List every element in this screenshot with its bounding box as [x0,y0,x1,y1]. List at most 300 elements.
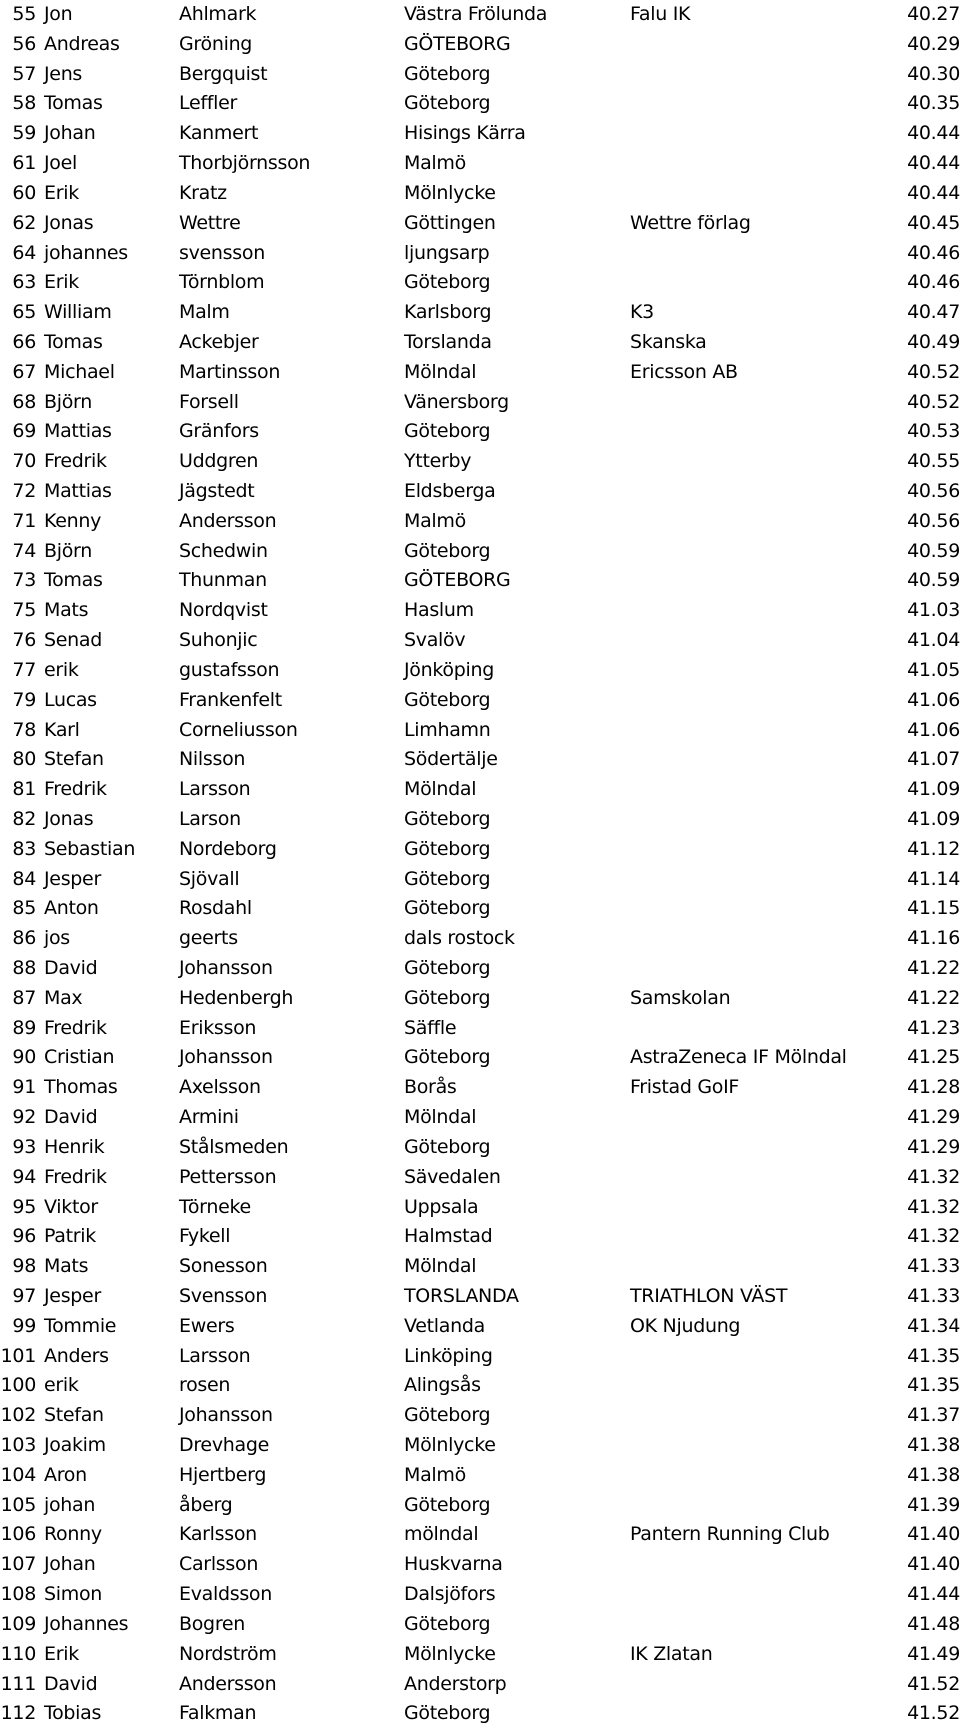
club-cell: Pantern Running Club [630,1523,830,1546]
city-cell: Alingsås [404,1374,481,1397]
city-cell: Jönköping [404,658,494,681]
city-cell: Göteborg [404,688,491,711]
time-cell: 41.05 [907,658,960,681]
city-cell: Göteborg [404,92,491,115]
first-name-cell: johannes [44,241,128,264]
last-name-cell: Johansson [179,1404,273,1427]
place-cell: 57 [12,62,36,85]
last-name-cell: rosen [179,1374,231,1397]
first-name-cell: Max [44,986,83,1009]
first-name-cell: Simon [44,1583,103,1606]
result-row [0,477,960,507]
club-cell: Falu IK [630,3,691,25]
result-row [0,447,960,477]
time-cell: 40.47 [907,301,960,324]
first-name-cell: Stefan [44,1404,104,1427]
last-name-cell: åberg [179,1493,233,1516]
city-cell: Linköping [404,1344,493,1367]
result-row [0,1670,960,1700]
time-cell: 41.14 [907,867,960,890]
time-cell: 41.06 [907,718,960,741]
last-name-cell: Pettersson [179,1165,277,1188]
time-cell: 40.44 [907,152,960,175]
time-cell: 41.48 [907,1612,960,1635]
time-cell: 41.52 [907,1702,960,1725]
last-name-cell: Sjövall [179,867,240,890]
last-name-cell: Uddgren [179,450,259,473]
first-name-cell: Erik [44,1642,79,1665]
result-row [0,656,960,686]
result-row [0,1103,960,1133]
last-name-cell: Martinsson [179,360,281,383]
result-row [0,1431,960,1461]
first-name-cell: Joakim [44,1434,106,1456]
place-cell: 96 [12,1225,36,1248]
time-cell: 40.44 [907,181,960,204]
place-cell: 110 [0,1642,36,1665]
first-name-cell: Björn [44,539,92,562]
first-name-cell: Tomas [44,330,103,353]
first-name-cell: Anton [44,897,99,920]
city-cell: Huskvarna [404,1553,503,1576]
last-name-cell: Törnblom [179,271,265,294]
first-name-cell: David [44,957,98,979]
city-cell: Malmö [404,509,466,532]
result-row [0,835,960,865]
result-row [0,1312,960,1342]
first-name-cell: Ronny [44,1523,102,1546]
city-cell: Göteborg [404,1702,491,1725]
place-cell: 71 [12,509,36,532]
time-cell: 40.52 [907,360,960,383]
first-name-cell: Jonas [44,807,94,830]
city-cell: Mölndal [404,1106,477,1129]
last-name-cell: Ewers [179,1314,235,1337]
last-name-cell: gustafsson [179,658,280,681]
result-row [0,1550,960,1580]
time-cell: 41.12 [907,837,960,860]
first-name-cell: Tommie [44,1314,117,1337]
place-cell: 107 [0,1553,36,1576]
result-row [0,924,960,954]
place-cell: 61 [12,152,36,175]
result-row [0,865,960,895]
result-row [0,1014,960,1044]
first-name-cell: David [44,1106,98,1129]
first-name-cell: Karl [44,718,80,741]
last-name-cell: Svensson [179,1284,268,1307]
result-row [0,0,960,30]
result-row [0,775,960,805]
city-cell: ljungsarp [404,241,490,264]
last-name-cell: Andersson [179,509,277,532]
last-name-cell: Eriksson [179,1016,257,1039]
place-cell: 80 [12,748,36,771]
last-name-cell: Johansson [179,957,273,979]
time-cell: 41.44 [907,1583,960,1606]
place-cell: 76 [12,629,36,652]
city-cell: Vetlanda [404,1314,485,1337]
result-row [0,626,960,656]
last-name-cell: Gröning [179,32,253,55]
first-name-cell: Mattias [44,420,112,443]
first-name-cell: Andreas [44,32,120,55]
last-name-cell: Rosdahl [179,897,252,920]
place-cell: 67 [12,360,36,383]
time-cell: 41.07 [907,748,960,771]
time-cell: 41.28 [907,1076,960,1099]
last-name-cell: Gränfors [179,420,259,443]
result-row [0,894,960,924]
time-cell: 41.32 [907,1195,960,1218]
result-row [0,358,960,388]
city-cell: Mölnlycke [404,181,496,204]
club-cell: Wettre förlag [630,211,751,234]
first-name-cell: Thomas [44,1076,118,1099]
result-row [0,1461,960,1491]
city-cell: Göteborg [404,1493,491,1516]
result-row [0,1401,960,1431]
time-cell: 41.25 [907,1046,960,1069]
city-cell: Södertälje [404,748,498,771]
time-cell: 41.38 [907,1434,960,1456]
result-row [0,686,960,716]
last-name-cell: Hedenbergh [179,986,294,1009]
last-name-cell: Kanmert [179,122,259,145]
city-cell: Malmö [404,1463,466,1486]
time-cell: 40.49 [907,330,960,353]
first-name-cell: Lucas [44,688,97,711]
place-cell: 72 [12,480,36,502]
last-name-cell: Larsson [179,778,251,801]
place-cell: 104 [0,1463,36,1486]
city-cell: Säffle [404,1016,457,1039]
place-cell: 56 [12,32,36,55]
last-name-cell: Drevhage [179,1434,269,1456]
place-cell: 97 [12,1284,36,1307]
last-name-cell: Stålsmeden [179,1135,289,1158]
place-cell: 109 [0,1612,36,1635]
result-row [0,1193,960,1223]
city-cell: Malmö [404,152,466,175]
result-row [0,89,960,119]
club-cell: Ericsson AB [630,360,738,383]
club-cell: AstraZeneca IF Mölndal [630,1046,847,1069]
result-row [0,209,960,239]
place-cell: 89 [12,1016,36,1039]
last-name-cell: Karlsson [179,1523,257,1546]
first-name-cell: Patrik [44,1225,96,1248]
first-name-cell: David [44,1672,98,1695]
result-row [0,716,960,746]
last-name-cell: Sonesson [179,1255,268,1278]
time-cell: 40.59 [907,539,960,562]
place-cell: 92 [12,1106,36,1129]
result-row [0,954,960,984]
result-row [0,1222,960,1252]
city-cell: Dalsjöfors [404,1583,496,1606]
result-row [0,239,960,269]
time-cell: 40.29 [907,32,960,55]
result-row [0,507,960,537]
last-name-cell: Ackebjer [179,330,259,353]
time-cell: 40.55 [907,450,960,473]
city-cell: Mölndal [404,778,477,801]
last-name-cell: Fykell [179,1225,231,1248]
last-name-cell: Johansson [179,1046,273,1069]
result-row [0,984,960,1014]
result-row [0,1073,960,1103]
first-name-cell: William [44,301,112,324]
first-name-cell: Sebastian [44,837,136,860]
time-cell: 41.09 [907,807,960,830]
first-name-cell: Mats [44,599,89,622]
last-name-cell: Schedwin [179,539,268,562]
place-cell: 94 [12,1165,36,1188]
place-cell: 83 [12,837,36,860]
last-name-cell: Nordeborg [179,837,277,860]
city-cell: Ytterby [404,450,472,473]
city-cell: Göteborg [404,271,491,294]
last-name-cell: Thorbjörnsson [179,152,311,175]
first-name-cell: Fredrik [44,1016,107,1039]
time-cell: 40.45 [907,211,960,234]
place-cell: 87 [12,986,36,1009]
place-cell: 64 [12,241,36,264]
city-cell: Halmstad [404,1225,493,1248]
first-name-cell: Michael [44,360,115,383]
city-cell: Svalöv [404,629,466,652]
result-row [0,1610,960,1640]
first-name-cell: Cristian [44,1046,115,1069]
city-cell: Göteborg [404,539,491,562]
place-cell: 103 [0,1434,36,1456]
city-cell: Göttingen [404,211,496,234]
last-name-cell: Larson [179,807,241,830]
city-cell: Haslum [404,599,474,622]
time-cell: 41.06 [907,688,960,711]
result-row [0,1282,960,1312]
first-name-cell: jos [44,927,70,950]
result-row [0,328,960,358]
last-name-cell: Falkman [179,1702,257,1725]
city-cell: Mölnlycke [404,1642,496,1665]
last-name-cell: Thunman [179,569,267,592]
time-cell: 41.35 [907,1344,960,1367]
city-cell: Anderstorp [404,1672,507,1695]
last-name-cell: Malm [179,301,230,324]
time-cell: 40.59 [907,569,960,592]
city-cell: Karlsborg [404,301,492,324]
last-name-cell: svensson [179,241,265,264]
place-cell: 73 [12,569,36,592]
result-row [0,149,960,179]
time-cell: 41.38 [907,1463,960,1486]
first-name-cell: Aron [44,1463,87,1486]
last-name-cell: Jägstedt [179,480,255,502]
result-row [0,1342,960,1372]
result-row [0,1163,960,1193]
place-cell: 100 [0,1374,36,1397]
last-name-cell: Wettre [179,211,241,234]
first-name-cell: Mats [44,1255,89,1278]
first-name-cell: Johannes [44,1612,129,1635]
last-name-cell: Bogren [179,1612,246,1635]
club-cell: Samskolan [630,986,731,1009]
last-name-cell: Hjertberg [179,1463,267,1486]
result-row [0,298,960,328]
place-cell: 106 [0,1523,36,1546]
time-cell: 41.39 [907,1493,960,1516]
first-name-cell: Henrik [44,1135,105,1158]
time-cell: 40.46 [907,271,960,294]
club-cell: IK Zlatan [630,1642,713,1665]
first-name-cell: Jonas [44,211,94,234]
result-row [0,417,960,447]
city-cell: Borås [404,1076,457,1099]
first-name-cell: Joel [44,152,77,175]
first-name-cell: Fredrik [44,450,107,473]
city-cell: Västra Frölunda [404,3,548,25]
time-cell: 41.03 [907,599,960,622]
last-name-cell: Leffler [179,92,237,115]
first-name-cell: Tobias [44,1702,102,1725]
city-cell: Mölndal [404,360,477,383]
last-name-cell: Bergquist [179,62,268,85]
last-name-cell: Nordström [179,1642,277,1665]
time-cell: 40.30 [907,62,960,85]
club-cell: OK Njudung [630,1314,741,1337]
place-cell: 84 [12,867,36,890]
place-cell: 112 [0,1702,36,1725]
place-cell: 74 [12,539,36,562]
city-cell: Mölndal [404,1255,477,1278]
last-name-cell: Ahlmark [179,3,257,25]
time-cell: 41.33 [907,1255,960,1278]
last-name-cell: Nilsson [179,748,246,771]
time-cell: 41.34 [907,1314,960,1337]
place-cell: 60 [12,181,36,204]
city-cell: TORSLANDA [404,1284,519,1307]
first-name-cell: Jon [44,3,73,25]
result-row [0,388,960,418]
last-name-cell: Törneke [179,1195,251,1218]
city-cell: Göteborg [404,420,491,443]
city-cell: Hisings Kärra [404,122,526,145]
place-cell: 59 [12,122,36,145]
time-cell: 41.23 [907,1016,960,1039]
city-cell: Göteborg [404,957,491,979]
place-cell: 63 [12,271,36,294]
result-row [0,30,960,60]
city-cell: Göteborg [404,837,491,860]
time-cell: 41.09 [907,778,960,801]
place-cell: 105 [0,1493,36,1516]
place-cell: 77 [12,658,36,681]
city-cell: Göteborg [404,807,491,830]
first-name-cell: Johan [44,122,96,145]
time-cell: 41.16 [907,927,960,950]
result-row [0,1580,960,1610]
result-row [0,745,960,775]
result-row [0,1133,960,1163]
city-cell: Göteborg [404,986,491,1009]
result-row [0,60,960,90]
time-cell: 40.56 [907,480,960,502]
city-cell: Eldsberga [404,480,496,502]
last-name-cell: Armini [179,1106,239,1129]
first-name-cell: johan [44,1493,96,1516]
first-name-cell: Fredrik [44,1165,107,1188]
result-row [0,1520,960,1550]
place-cell: 99 [12,1314,36,1337]
time-cell: 41.04 [907,629,960,652]
city-cell: Torslanda [404,330,492,353]
time-cell: 41.22 [907,986,960,1009]
last-name-cell: Nordqvist [179,599,268,622]
result-row [0,1043,960,1073]
place-cell: 58 [12,92,36,115]
city-cell: Mölnlycke [404,1434,496,1456]
city-cell: Vänersborg [404,390,509,413]
first-name-cell: Erik [44,181,79,204]
result-row [0,179,960,209]
time-cell: 40.52 [907,390,960,413]
place-cell: 68 [12,390,36,413]
city-cell: Göteborg [404,1135,491,1158]
time-cell: 41.35 [907,1374,960,1397]
last-name-cell: Suhonjic [179,629,258,652]
place-cell: 111 [0,1672,36,1695]
city-cell: Göteborg [404,867,491,890]
result-row [0,1640,960,1670]
first-name-cell: erik [44,1374,79,1397]
place-cell: 85 [12,897,36,920]
city-cell: Göteborg [404,1046,491,1069]
first-name-cell: erik [44,658,79,681]
time-cell: 41.32 [907,1225,960,1248]
first-name-cell: Jesper [44,1284,101,1307]
last-name-cell: Kratz [179,181,227,204]
place-cell: 86 [12,927,36,950]
city-cell: Limhamn [404,718,491,741]
place-cell: 78 [12,718,36,741]
city-cell: Sävedalen [404,1165,501,1188]
time-cell: 40.44 [907,122,960,145]
time-cell: 40.56 [907,509,960,532]
result-row [0,537,960,567]
result-row [0,1491,960,1521]
time-cell: 40.46 [907,241,960,264]
result-row [0,119,960,149]
place-cell: 102 [0,1404,36,1427]
first-name-cell: Tomas [44,92,103,115]
place-cell: 70 [12,450,36,473]
first-name-cell: Björn [44,390,92,413]
result-row [0,1699,960,1729]
first-name-cell: Senad [44,629,102,652]
time-cell: 41.32 [907,1165,960,1188]
club-cell: TRIATHLON VÄST [630,1284,788,1307]
city-cell: Göteborg [404,1612,491,1635]
first-name-cell: Erik [44,271,79,294]
place-cell: 98 [12,1255,36,1278]
place-cell: 101 [0,1344,36,1367]
time-cell: 41.29 [907,1135,960,1158]
club-cell: Skanska [630,330,707,353]
time-cell: 41.33 [907,1284,960,1307]
place-cell: 95 [12,1195,36,1218]
